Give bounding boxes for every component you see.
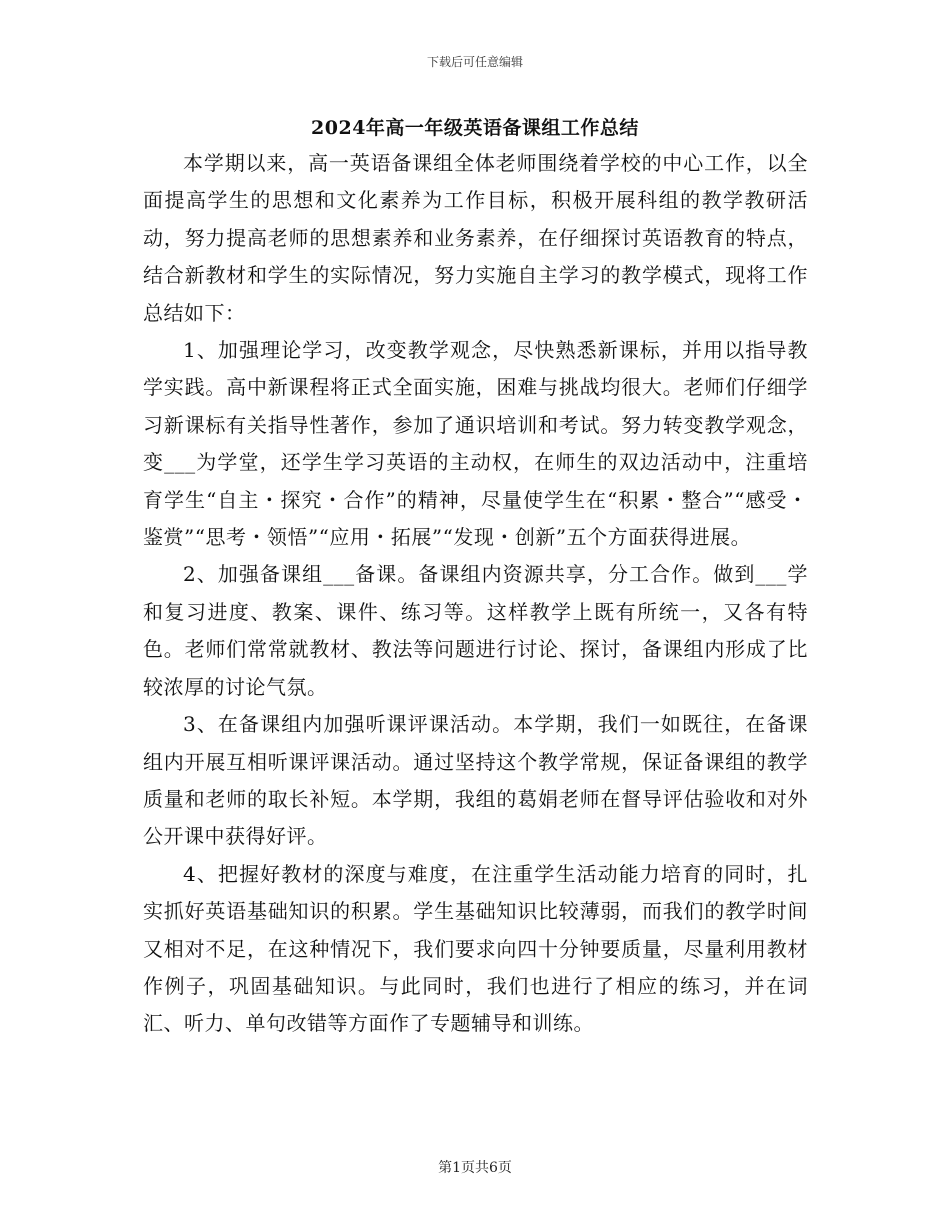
page-number-footer: 第1页共6页	[438, 1160, 512, 1176]
document-body	[143, 145, 808, 1043]
document-title: 2024年高一年级英语备课组工作总结	[311, 117, 639, 139]
header-note: 下载后可任意编辑	[426, 55, 523, 69]
section-2-paragraph: 2、加强备课组___备课。备课组内资源共享，分工合作。做到___学和复习进度、教案、课件、练习等。这样教学上既有所统一，又各有特色。老师们常常就教材、教法等问题进行讨论、探讨，备课组内形成了比较浓厚的讨论气氛。	[143, 562, 808, 699]
intro-paragraph: 本学期以来，高一英语备课组全体老师围绕着学校的中心工作，以全面提高学生的思想和文化素养为工作目标，积极开展科组的教学教研活动，努力提高老师的思想素养和业务素养，在仔细探讨英语教育的特点，结合新教材和学生的实际情况，努力实施自主学习的教学模式，现将工作总结如下：	[143, 151, 808, 325]
section-4-paragraph: 4、把握好教材的深度与难度，在注重学生活动能力培育的同时，扎实抓好英语基础知识的积累。学生基础知识比较薄弱，而我们的教学时间又相对不足，在这种情况下，我们要求向四十分钟要质量，尽量利用教材作例子，巩固基础知识。与此同时，我们也进行了相应的练习，并在词汇、听力、单句改错等方面作了专题辅导和训练。	[143, 861, 808, 1036]
section-1-paragraph: 1、加强理论学习，改变教学观念，尽快熟悉新课标，并用以指导教学实践。高中新课程将正式全面实施，困难与挑战均很大。老师们仔细学习新课标有关指导性著作，参加了通识培训和考试。努力转变教学观念，变___为学堂，还学生学习英语的主动权，在师生的双边活动中，注重培育学生“自主・探究・合作”的精神，尽量使学生在“积累・整合”“感受・鉴赏”“思考・领悟”“应用・拓展”“发现・创新”五个方面获得进展。	[143, 338, 808, 550]
section-3-paragraph: 3、在备课组内加强听课评课活动。本学期，我们一如既往，在备课组内开展互相听课评课活动。通过坚持这个教学常规，保证备课组的教学质量和老师的取长补短。本学期，我组的葛娟老师在督导评估验收和对外公开课中获得好评。	[143, 712, 808, 849]
